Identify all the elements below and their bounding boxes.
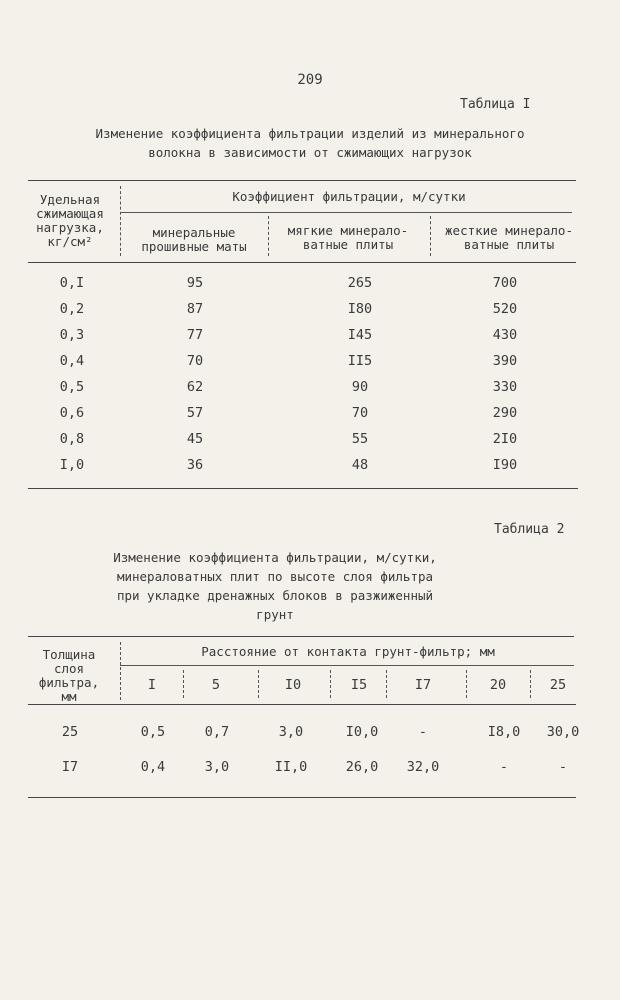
table-2-header-group: Расстояние от контакта грунт-фильтр; мм: [201, 644, 495, 659]
table-cell: 0,5: [59, 379, 85, 395]
table-cell: 70: [186, 353, 204, 369]
table-2-title-line: при укладке дренажных блоков в разжиженный: [116, 588, 434, 603]
table-2-title-line: минераловатных плит по высоте слоя фильтра: [116, 569, 434, 584]
table-1-subheader-mats: [122, 226, 266, 254]
table-cell: 36: [186, 457, 204, 473]
table-cell: I90: [492, 457, 518, 473]
table-2-col-divider: [386, 670, 387, 698]
header-line: сжимающая: [36, 206, 104, 221]
table-cell: 48: [351, 457, 369, 473]
table-1-header-rule: [28, 262, 576, 263]
table-1-group-rule: [120, 212, 572, 213]
table-1-col-divider: [268, 216, 269, 256]
table-cell: 57: [186, 405, 204, 421]
table-1-subheader-soft: [272, 224, 424, 252]
subheader-line: прошивные маты: [141, 239, 247, 254]
table-2-header-rule: [28, 704, 576, 705]
table-cell: 700: [492, 275, 518, 291]
table-cell: I,0: [59, 457, 85, 473]
table-cell: I0,0: [345, 724, 379, 740]
table-cell: 0,8: [59, 431, 85, 447]
table-cell: 45: [186, 431, 204, 447]
table-cell: 32,0: [406, 759, 440, 775]
table-2-col-divider: [183, 670, 184, 698]
table-cell: 90: [351, 379, 369, 395]
table-cell: II,0: [274, 759, 308, 775]
table-cell: 70: [351, 405, 369, 421]
table-2-col-divider: [120, 642, 121, 700]
subheader-line: мягкие минерало-: [287, 223, 409, 238]
table-1-col-divider: [120, 186, 121, 256]
table-cell: 290: [492, 405, 518, 421]
table-cell: 25: [61, 724, 79, 740]
table-cell: 0,6: [59, 405, 85, 421]
table-cell: 0,4: [59, 353, 85, 369]
table-1-title: [0, 124, 620, 162]
table-cell: -: [418, 724, 428, 740]
table-1-top-rule: [28, 180, 576, 181]
table-1-col-divider: [430, 216, 431, 256]
table-cell: 95: [186, 275, 204, 291]
table-cell: 0,I: [59, 275, 85, 291]
table-2-subheader: I0: [284, 677, 302, 693]
table-cell: 520: [492, 301, 518, 317]
header-line: мм: [61, 689, 77, 704]
table-2-title: [60, 548, 490, 624]
table-2-subheader: 5: [211, 677, 221, 693]
table-cell: 2I0: [492, 431, 518, 447]
subheader-line: ватные плиты: [463, 237, 555, 252]
table-1-title-line: волокна в зависимости от сжимающих нагрузок: [148, 145, 472, 160]
table-2-label: Таблица 2: [494, 522, 565, 537]
table-1-label: Таблица I: [460, 97, 531, 112]
table-2-title-line: грунт: [256, 607, 294, 622]
table-cell: -: [499, 759, 509, 775]
table-2-col-divider: [466, 670, 467, 698]
table-2-subheader: I5: [350, 677, 368, 693]
table-cell: I8,0: [487, 724, 521, 740]
subheader-line: ватные плиты: [302, 237, 394, 252]
table-1-bottom-rule: [28, 488, 578, 489]
subheader-line: минеральные: [152, 225, 236, 240]
table-2-subheader: I: [147, 677, 157, 693]
table-cell: 3,0: [204, 759, 230, 775]
table-2-subheader: I7: [414, 677, 432, 693]
header-line: нагрузка,: [36, 220, 104, 235]
table-cell: I45: [347, 327, 373, 343]
table-cell: 265: [347, 275, 373, 291]
table-cell: 0,5: [140, 724, 166, 740]
table-cell: 0,4: [140, 759, 166, 775]
table-cell: 0,2: [59, 301, 85, 317]
table-2-header-thickness: [26, 648, 112, 704]
table-2-title-line: Изменение коэффициента фильтрации, м/сутки,: [113, 550, 437, 565]
table-cell: 26,0: [345, 759, 379, 775]
table-cell: I80: [347, 301, 373, 317]
table-2-group-rule: [120, 665, 574, 666]
table-cell: 330: [492, 379, 518, 395]
table-2-col-divider: [330, 670, 331, 698]
page-number: 209: [297, 72, 323, 88]
table-2-col-divider: [530, 670, 531, 698]
table-cell: 62: [186, 379, 204, 395]
header-line: слоя: [53, 661, 85, 676]
table-cell: -: [558, 759, 568, 775]
header-line: Толщина: [42, 647, 96, 662]
header-line: Удельная: [39, 192, 101, 207]
table-cell: 0,3: [59, 327, 85, 343]
table-1-header-group: Коэффициент фильтрации, м/сутки: [232, 189, 466, 204]
table-2-col-divider: [258, 670, 259, 698]
table-cell: 0,7: [204, 724, 230, 740]
table-cell: 3,0: [278, 724, 304, 740]
table-2-top-rule: [28, 636, 574, 637]
table-1-header-load: [22, 193, 118, 249]
table-2-subheader: 25: [549, 677, 567, 693]
table-cell: 430: [492, 327, 518, 343]
table-cell: 30,0: [546, 724, 580, 740]
header-line: фильтра,: [38, 675, 100, 690]
table-1-title-line: Изменение коэффициента фильтрации изделий из минерального: [95, 126, 525, 141]
table-cell: II5: [347, 353, 373, 369]
table-cell: 55: [351, 431, 369, 447]
header-line: кг/см²: [47, 234, 93, 249]
table-cell: 390: [492, 353, 518, 369]
subheader-line: жесткие минерало-: [445, 223, 573, 238]
table-2-bottom-rule: [28, 797, 576, 798]
table-cell: I7: [61, 759, 79, 775]
table-1-subheader-hard: [434, 224, 584, 252]
table-cell: 77: [186, 327, 204, 343]
table-cell: 87: [186, 301, 204, 317]
table-2-subheader: 20: [489, 677, 507, 693]
